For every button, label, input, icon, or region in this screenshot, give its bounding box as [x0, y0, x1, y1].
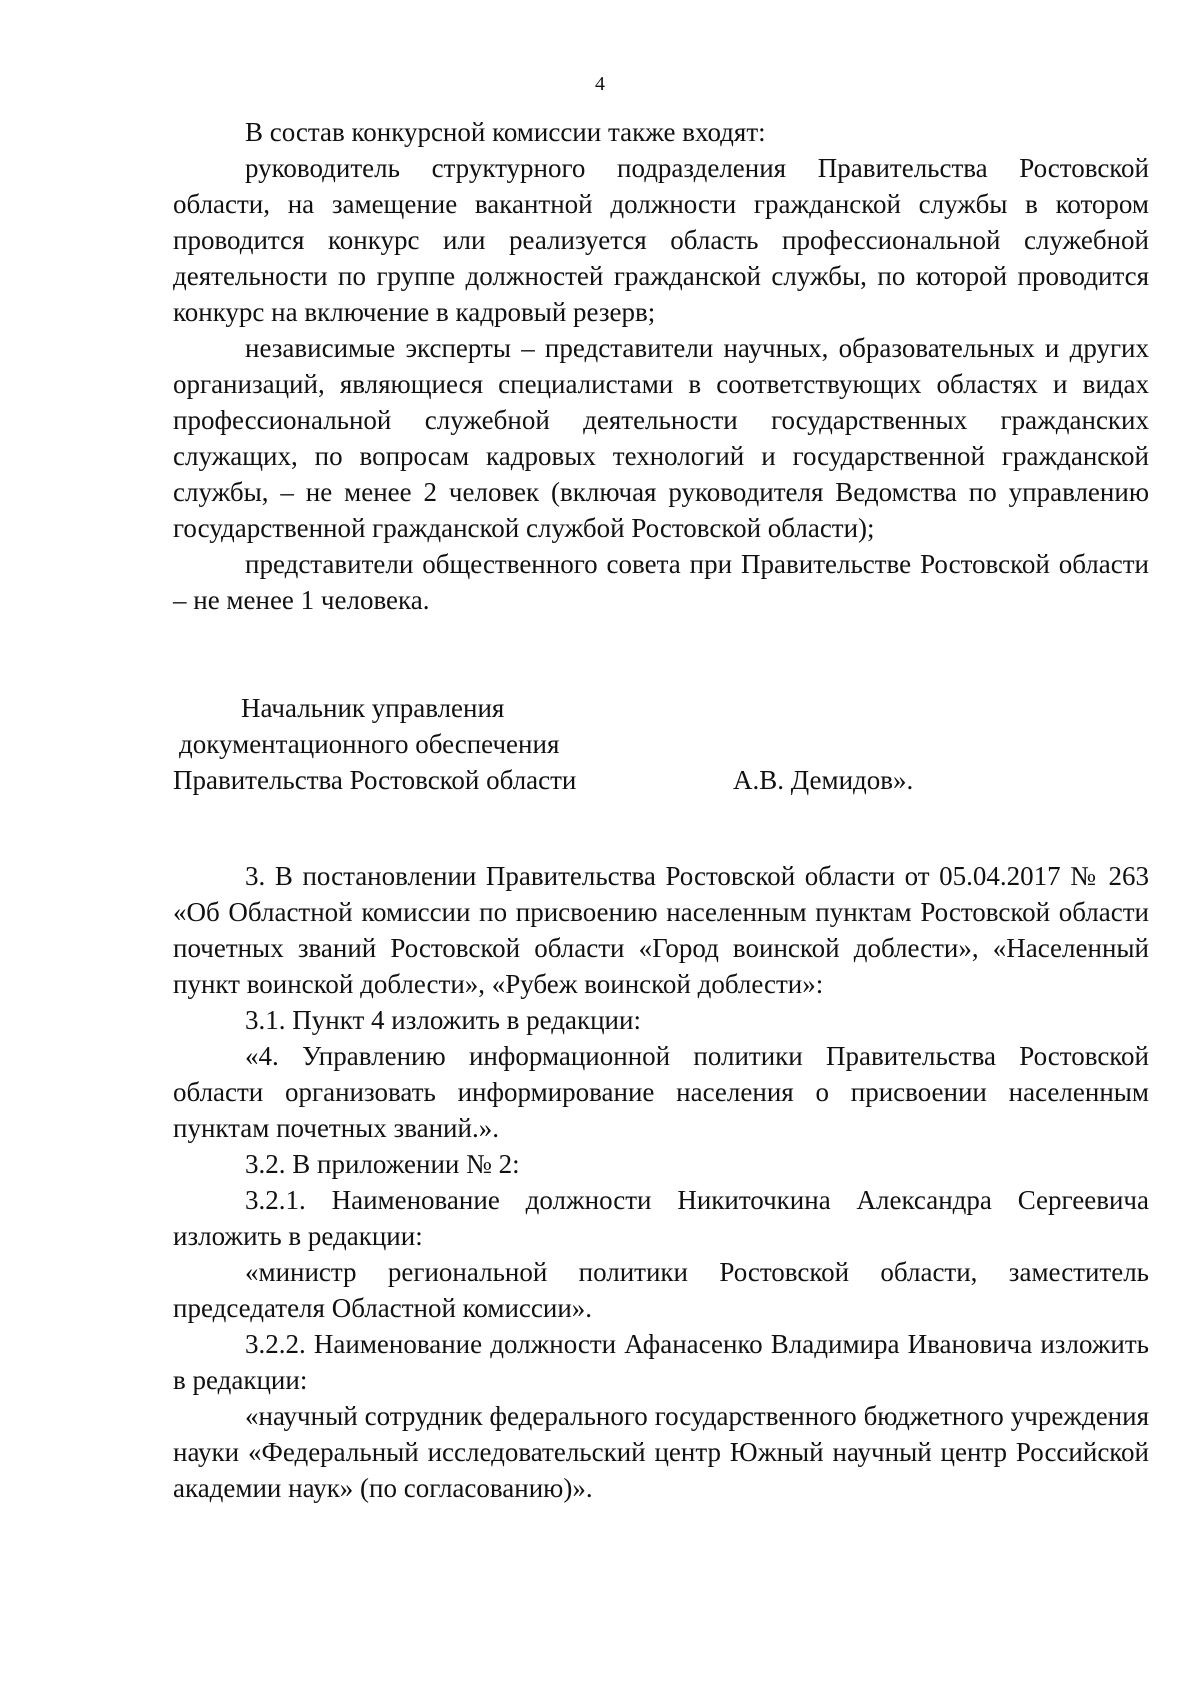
- signature-position-row: [173, 762, 1149, 798]
- paragraph: 3.2.2. Наименование должности Афанасенко Владимира Ивановича изложить в редакции:: [173, 1329, 1149, 1395]
- signature-position-line: Начальник управления: [241, 693, 505, 723]
- page-number: 4: [595, 73, 605, 95]
- commission-composition-section: [173, 114, 1149, 618]
- signature-position-line: документационного обеспечения: [179, 729, 560, 759]
- signature-block: [173, 690, 1149, 798]
- paragraph: «научный сотрудник федерального государственного бюджетного учреждения науки «Федеральный исследовательский центр Южный научный центр Российской академии наук» (по согласованию)».: [173, 1401, 1149, 1503]
- paragraph: 3.2. В приложении № 2:: [245, 1149, 520, 1179]
- paragraph: руководитель структурного подразделения Правительства Ростовской области, на замещение вакантной должности гражданской службы в котором проводится конкурс или реализуется область профессиональной служебной деятельности по группе должностей гражданской службы, по которой проводится конкурс на включение в кадровый резерв;: [173, 153, 1149, 327]
- paragraph: представители общественного совета при Правительстве Ростовской области – не менее 1 человека.: [173, 549, 1149, 615]
- signature-position-line: Правительства Ростовской области: [173, 765, 577, 795]
- paragraph: «4. Управлению информационной политики Правительства Ростовской области организовать информирование населения о присвоении населенным пунктам почетных званий.».: [173, 1041, 1149, 1143]
- paragraph: 3. В постановлении Правительства Ростовской области от 05.04.2017 № 263 «Об Областной комиссии по присвоению населенным пунктам Ростовской области почетных званий Ростовской области «Город воинской доблести», «Населенный пункт воинской доблести», «Рубеж воинской доблести»:: [173, 861, 1149, 999]
- amendments-section: [173, 858, 1149, 1506]
- signatory-name: А.В. Демидов».: [733, 765, 914, 795]
- paragraph: 3.2.1. Наименование должности Никиточкина Александра Сергеевича изложить в редакции:: [173, 1185, 1149, 1251]
- paragraph: независимые эксперты – представители научных, образовательных и других организаций, являющиеся специалистами в соответствующих областях и видах профессиональной служебной деятельности государственных гражданских служащих, по вопросам кадровых технологий и государственной гражданской службы, – не менее 2 человек (включая руководителя Ведомства по управлению государственной гражданской службой Ростовской области);: [173, 333, 1149, 543]
- paragraph: 3.1. Пункт 4 изложить в редакции:: [245, 1005, 641, 1035]
- paragraph: В состав конкурсной комиссии также входят:: [245, 117, 766, 147]
- paragraph: «министр региональной политики Ростовской области, заместитель председателя Областной комиссии».: [173, 1257, 1149, 1323]
